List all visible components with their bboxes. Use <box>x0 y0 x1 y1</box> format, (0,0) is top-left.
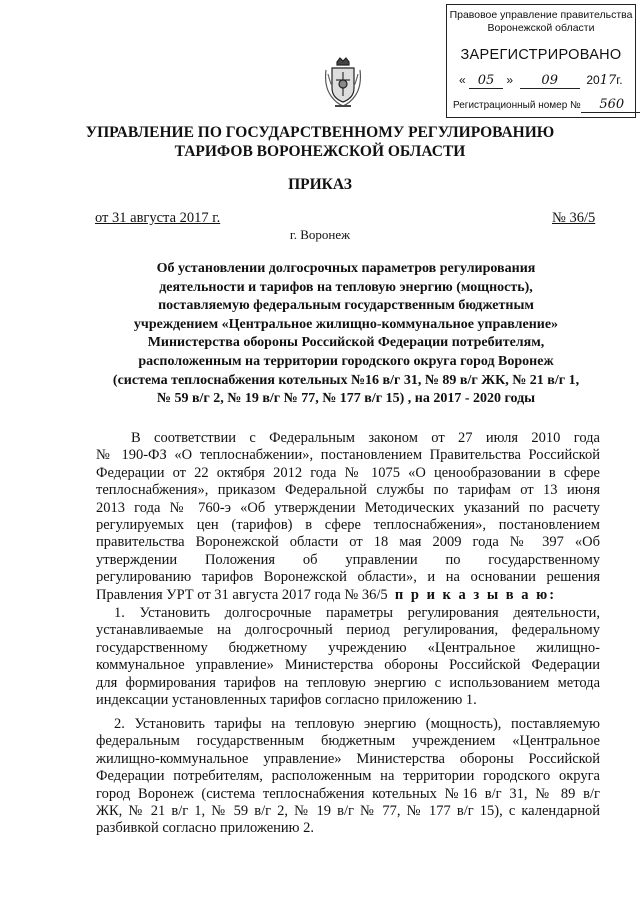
stamp-org-line1: Правовое управление правительства <box>449 9 633 21</box>
text-line: коммунальное управление» Министерства обороны Российской Федерации <box>96 657 600 674</box>
text-line: жилищно-коммунальное управление» Министерства обороны Российской <box>96 750 600 767</box>
text-line: ЖК, № 21 в/г 1, № 59 в/г 2, № 19 в/г № 77, № 177 в/г 15), с календарной <box>96 802 600 819</box>
text-line: 1. Установить долгосрочные параметры регулирования деятельности, <box>114 605 600 621</box>
subject-line: (система теплоснабжения котельных №16 в/г 31, № 89 в/г ЖК, № 21 в/г 1, <box>112 372 580 388</box>
preamble-last: Правления УРТ от 31 августа 2017 года № 36/5 <box>96 586 388 603</box>
order-number: № 36/5 <box>552 210 596 226</box>
stamp-date: « 05 » 09 2017г. <box>459 73 623 88</box>
order-subject <box>96 260 596 409</box>
order-item-1 <box>96 605 600 709</box>
subject-line: поставляемую федеральным государственным бюджетным <box>158 298 534 314</box>
subject-line: учреждением «Центральное жилищно-коммунальное управление» <box>133 316 559 332</box>
registration-stamp <box>446 4 636 118</box>
stamp-number-label: Регистрационный номер № <box>453 100 581 111</box>
text-line: устанавливаемые на долгосрочный период регулирования, федеральному <box>96 622 600 639</box>
text-line: государственному бюджетному учреждению «Центральное жилищно- <box>96 639 600 656</box>
subject-line: деятельности и тарифов на тепловую энергию (мощность), <box>159 279 533 295</box>
org-title-line2: ТАРИФОВ ВОРОНЕЖСКОЙ ОБЛАСТИ <box>174 143 466 160</box>
org-title-line1: УПРАВЛЕНИЕ ПО ГОСУДАРСТВЕННОМУ РЕГУЛИРОВАНИЮ <box>85 124 555 141</box>
stamp-year-prefix: 20 <box>586 73 600 87</box>
text-line: 2013 года № 760-э «Об утверждении Методических указаний по расчету <box>96 499 600 516</box>
text-line: правительства Воронежской области от 18 мая 2009 года № 397 «Об <box>96 534 600 551</box>
subject-line: Об установлении долгосрочных параметров регулирования <box>156 261 536 276</box>
stamp-number <box>453 97 640 113</box>
order-date: от 31 августа 2017 г. <box>95 210 221 226</box>
subject-line: Министерства обороны Российской Федерации потребителям, <box>147 335 545 351</box>
text-line: № 190-ФЗ «О теплоснабжении», постановлением Правительства Российской <box>96 447 600 464</box>
text-line: для формирования тарифов на тепловую энергию с использованием метода <box>96 674 600 691</box>
text-line: Федерации от 22 октября 2012 года № 1075 «О ценообразовании в сфере <box>96 464 600 481</box>
stamp-year-suffix: 17 <box>599 73 617 88</box>
text-line: город Воронеж (система теплоснабжения котельных №16 в/г 31, № 89 в/г <box>96 785 600 802</box>
subject-line: расположенным на территории городского округа город Воронеж <box>138 353 554 369</box>
text-line: теплоснабжения», приказом Федеральной службы по тарифам от 13 июня <box>96 482 600 499</box>
text-line: 2. Установить тарифы на тепловую энергию (мощность), поставляемую <box>114 716 600 732</box>
subject-line: № 59 в/г 2, № 19 в/г № 77, № 177 в/г 15) , на 2017 - 2020 годы <box>156 391 536 407</box>
stamp-month: 09 <box>520 73 580 89</box>
preamble-paragraph <box>96 430 600 604</box>
text-line: индексации установленных тарифов согласно приложению 1. <box>96 691 477 708</box>
stamp-number-value: 560 <box>581 97 640 113</box>
order-city: г. Воронеж <box>289 227 351 242</box>
text-line: регулируемых цен (тарифов) в сфере теплоснабжения», постановлением <box>96 516 600 533</box>
text-line: Федерации потребителям, расположенным на территории городского округа <box>96 768 600 785</box>
stamp-day: 05 <box>469 73 503 89</box>
text-line: разбивкой согласно приложению 2. <box>96 820 314 837</box>
stamp-status: ЗАРЕГИСТРИРОВАНО <box>460 47 622 63</box>
text-line: В соответствии с Федеральным законом от 27 июля 2010 года <box>131 430 600 446</box>
text-line: утверждении Положения об управлении по государственному <box>96 551 600 568</box>
text-line <box>96 587 600 604</box>
document-type: ПРИКАЗ <box>288 176 352 193</box>
order-word: п р и к а з ы в а ю: <box>394 586 557 603</box>
coat-of-arms-icon <box>323 56 363 110</box>
stamp-org-line2: Воронежской области <box>487 22 595 34</box>
text-line: федеральным государственным бюджетным учреждением «Центральное <box>96 733 600 750</box>
text-line: регулированию тарифов Воронежской области», и на основании решения <box>96 569 600 586</box>
order-item-2 <box>96 716 600 838</box>
